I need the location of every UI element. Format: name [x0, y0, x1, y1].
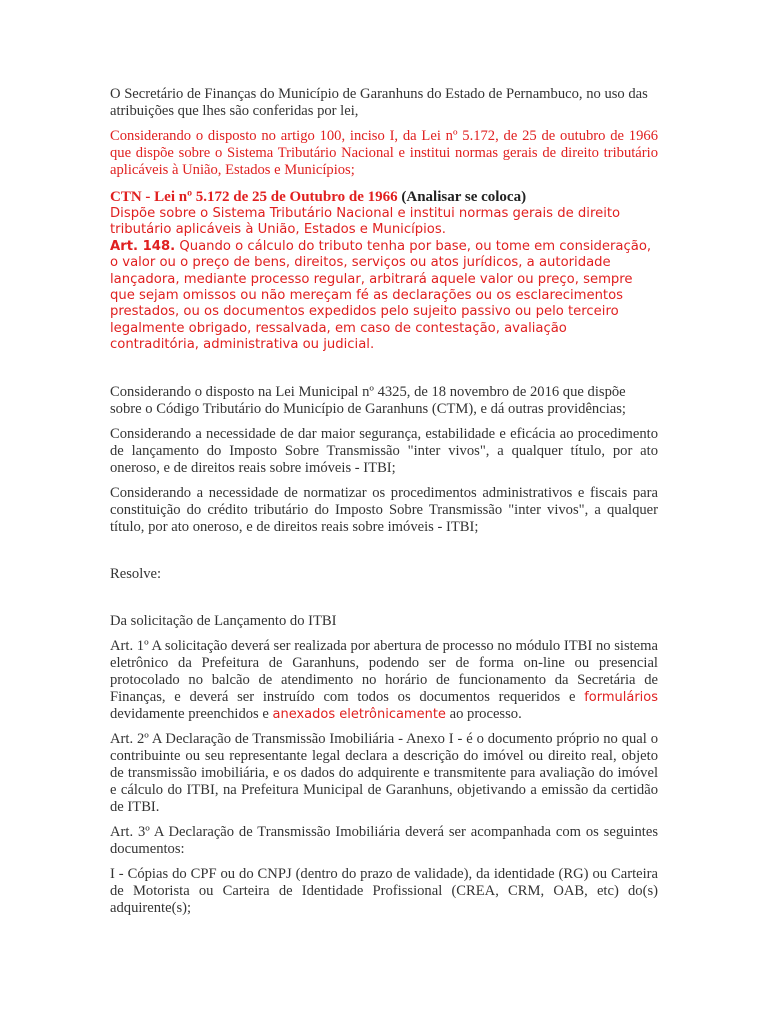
ctn-summary: Dispõe sobre o Sistema Tributário Nacional e institui normas gerais de direito tributário aplicáveis à União, Estados e Municípios.	[110, 206, 621, 238]
art-1-text-b: devidamente preenchidos e	[110, 705, 269, 722]
art-1-red-formularios: formulários	[584, 689, 658, 705]
art-1-text-c: ao processo.	[449, 705, 522, 722]
intro-paragraph: O Secretário de Finanças do Município de Garanhuns do Estado de Pernambuco, no uso das atribuições que lhes são conferidas por lei,	[110, 86, 648, 119]
art-148-label: Art. 148.	[110, 238, 176, 254]
art-3-paragraph: Art. 3º A Declaração de Transmissão Imobiliária deverá ser acompanhada com os seguintes documentos:	[110, 823, 658, 857]
considerando-seguranca: Considerando a necessidade de dar maior segurança, estabilidade e eficácia ao procedimento de lançamento do Imposto Sobre Transmissão "inter vivos", a qualquer título, por ato oneroso, e de direitos reais sobre imóveis - ITBI;	[110, 425, 658, 476]
section-title: Da solicitação de Lançamento do ITBI	[110, 612, 337, 629]
ctn-note: (Analisar se coloca)	[401, 189, 527, 205]
resolve-label: Resolve:	[110, 565, 162, 582]
item-1-paragraph: I - Cópias do CPF ou do CNPJ (dentro do prazo de validade), da identidade (RG) ou Carteira de Motorista ou Carteira de Identidade Profissional (CREA, CRM, OAB, etc) do(s) adquirente(s);	[110, 865, 658, 916]
art-1-text-a: Art. 1º A solicitação deverá ser realizada por abertura de processo no módulo ITBI no sistema eletrônico da Prefeitura de Garanhuns, podendo ser de forma on-line ou presencial protocolado no balcão de atendimento no horário de funcionamento da Secretária de Finanças, e deverá ser instruído com todos os documentos requeridos e	[110, 637, 658, 705]
considerando-normatizar: Considerando a necessidade de normatizar os procedimentos administrativos e fiscais para constituição do crédito tributário do Imposto Sobre Transmissão "inter vivos", a qualquer título, por ato oneroso, e de direitos reais sobre imóveis - ITBI;	[110, 484, 658, 535]
art-2-paragraph: Art. 2º A Declaração de Transmissão Imobiliária - Anexo I - é o documento próprio no qual o contribuinte ou seu representante legal declara a descrição do imóvel ou direito real, objeto de transmissão imobiliária, e os dados do adquirente e transmitente para avaliação do imóvel e cálculo do ITBI, na Prefeitura Municipal de Garanhuns, objetivando a emissão da certidão de ITBI.	[110, 730, 658, 815]
ctn-art-148	[110, 239, 658, 354]
considerando-artigo-100: Considerando o disposto no artigo 100, inciso I, da Lei nº 5.172, de 25 de outubro de 1966 que dispõe sobre o Sistema Tributário Nacional e institui normas gerais de direito tributário aplicáveis à União, Estados e Municípios;	[110, 128, 658, 178]
ctn-title: CTN - Lei nº 5.172 de 25 de Outubro de 1966	[110, 189, 398, 205]
document-page	[110, 86, 658, 917]
art-1-paragraph	[110, 638, 658, 723]
ctn-block	[110, 189, 658, 354]
considerando-lei-municipal: Considerando o disposto na Lei Municipal nº 4325, de 18 novembro de 2016 que dispõe sobre o Código Tributário do Município de Garanhuns (CTM), e dá outras providências;	[110, 383, 626, 417]
art-1-red-anexados: anexados eletrônicamente	[272, 706, 446, 722]
ctn-heading	[110, 189, 658, 206]
art-148-text: Quando o cálculo do tributo tenha por base, ou tome em consideração, o valor ou o preço de bens, direitos, serviços ou atos jurídicos, a autoridade lançadora, mediante processo regular, arbitrará aquele valor ou preço, sempre que sejam omissos ou não mereçam fé as declarações ou os esclarecimentos prestados, ou os documentos expedidos pelo sujeito passivo ou pelo terceiro legalmente obrigado, ressalvada, em caso de contestação, avaliação contraditória, administrativa ou judicial.	[110, 238, 652, 353]
